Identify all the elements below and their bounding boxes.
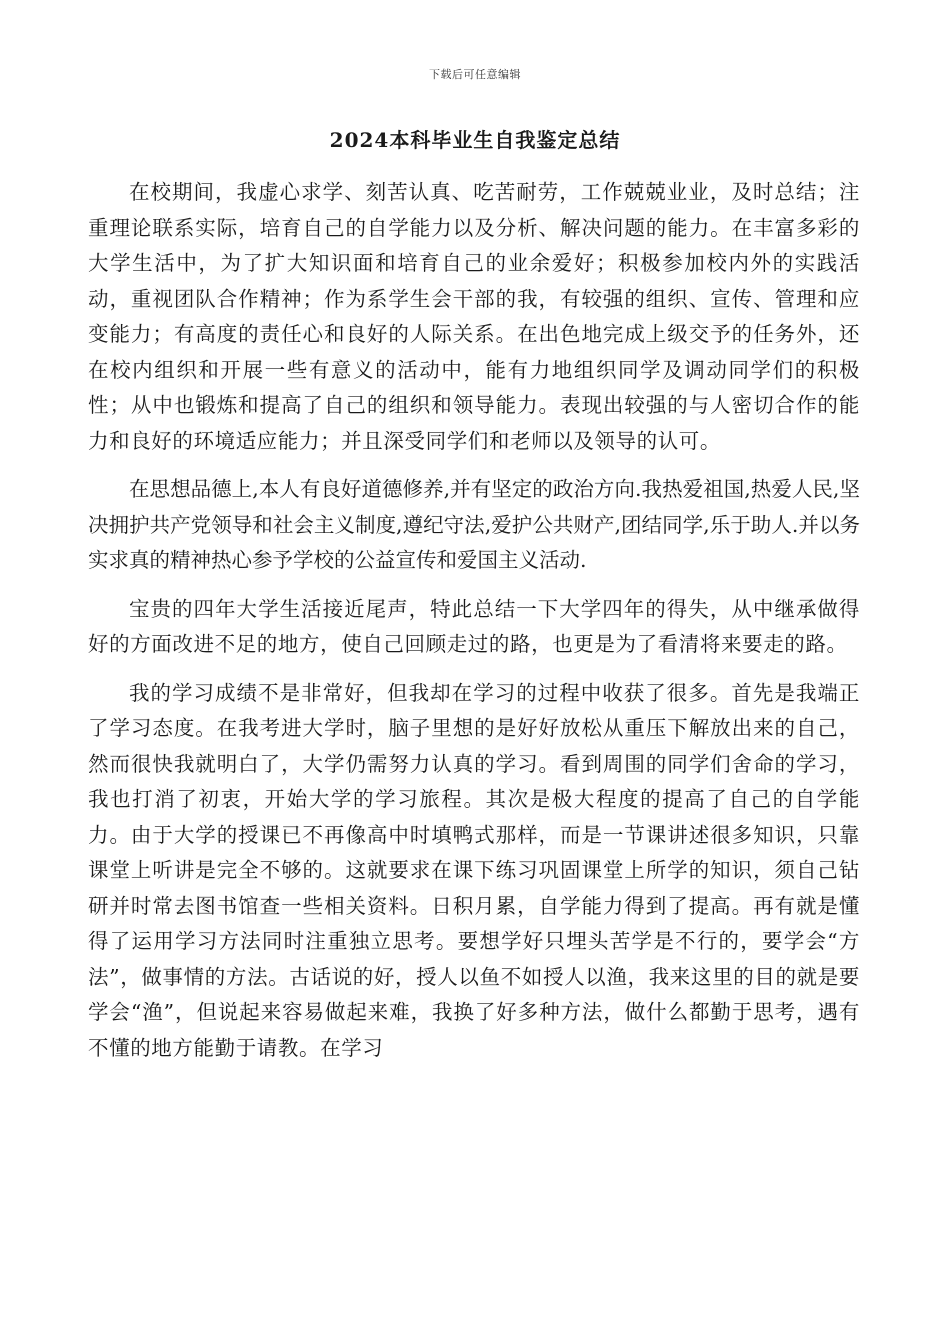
paragraph-4: 我的学习成绩不是非常好，但我却在学习的过程中收获了很多。首先是我端正了学习态度。在我考进大学时，脑子里想的是好好放松从重压下解放出来的自己，然而很快我就明白了，大学仍需努力认真的学习。看到周围的同学们舍命的学习，我也打消了初衷，开始大学的学习旅程。其次是极大程度的提高了自己的自学能力。由于大学的授课已不再像高中时填鸭式那样，而是一节课讲述很多知识，只靠课堂上听讲是完全不够的。这就要求在课下练习巩固课堂上所学的知识，须自己钻研并时常去图书馆查一些相关资料。日积月累，自学能力得到了提高。再有就是懂得了运用学习方法同时注重独立思考。要想学好只埋头苦学是不行的，要学会“方法”，做事情的方法。古话说的好，授人以鱼不如授人以渔，我来这里的目的就是要学会“渔”，但说起来容易做起来难，我换了好多种方法，做什么都勤于思考，遇有不懂的地方能勤于请教。在学习: [88, 680, 860, 1060]
paragraph-3: 宝贵的四年大学生活接近尾声，特此总结一下大学四年的得失，从中继承做得好的方面改进不足的地方，使自己回顾走过的路，也更是为了看清将来要走的路。: [88, 596, 860, 656]
paragraph-1: 在校期间，我虚心求学、刻苦认真、吃苦耐劳，工作兢兢业业，及时总结；注重理论联系实际，培育自己的自学能力以及分析、解决问题的能力。在丰富多彩的大学生活中，为了扩大知识面和培育自己的业余爱好；积极参加校内外的实践活动，重视团队合作精神；作为系学生会干部的我，有较强的组织、宣传、管理和应变能力；有高度的责任心和良好的人际关系。在出色地完成上级交予的任务外，还在校内组织和开展一些有意义的活动中，能有力地组织同学及调动同学们的积极性；从中也锻炼和提高了自己的组织和领导能力。表现出较强的与人密切合作的能力和良好的环境适应能力；并且深受同学们和老师以及领导的认可。: [88, 180, 860, 453]
paragraph-2: 在思想品德上,本人有良好道德修养,并有坚定的政治方向.我热爱祖国,热爱人民,坚决拥护共产党领导和社会主义制度,遵纪守法,爱护公共财产,团结同学,乐于助人.并以务实求真的精神热心参予学校的公益宣传和爱国主义活动.: [88, 477, 860, 572]
header-note: 下载后可任意编辑: [429, 68, 521, 81]
document-title: 2024本科毕业生自我鉴定总结: [329, 128, 621, 152]
document-body: [88, 175, 860, 1066]
